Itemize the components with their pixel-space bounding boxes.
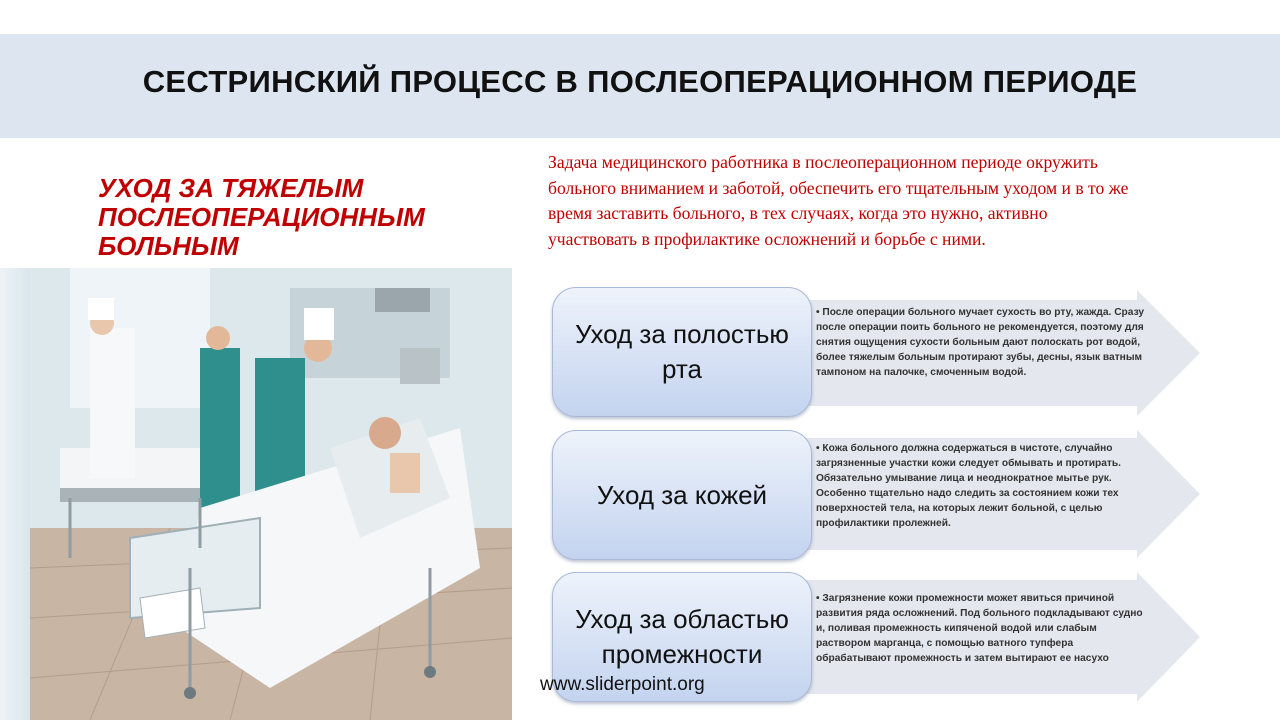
care-arrow-mouth	[800, 290, 1202, 416]
care-text-mouth: • После операции больного мучает сухость во рту, жажда. Сразу после операции поить больного не рекомендуется, поэтому для снятия ощущения сухости больным дают полоскать рот водой, более тяжелым больным протирают зубы, десны, язык ватным тампоном на палочке, смоченным водой.	[816, 307, 1145, 378]
care-box-mouth	[552, 287, 812, 417]
care-arrow-perineum	[800, 572, 1202, 702]
page-title: СЕСТРИНСКИЙ ПРОЦЕСС В ПОСЛЕОПЕРАЦИОННОМ ПЕРИОДЕ	[142, 64, 1138, 99]
care-label-skin: Уход за кожей	[596, 479, 768, 510]
care-arrow-skin	[800, 430, 1202, 558]
care-text-perineum: • Загрязнение кожи промежности может явиться причиной развития ряда осложнений. Под больного подкладывают судно и, поливая промежность кипяченой водой или слабым раствором марганца, с помощью ватного тупфера обрабатывают промежность и затем вытирают ее насухо	[816, 593, 1143, 664]
intro-paragraph: Задача медицинского работника в послеоперационном периоде окружить больного вниманием и заботой, обеспечить его тщательным уходом и в то же время заставить больного, в тех случаях, когда это нужно, активно участвовать в профилактике осложнений и борьбе с ними.	[548, 152, 1129, 249]
care-label-perineum: Уход за областью промежности	[575, 604, 789, 669]
care-label-mouth: Уход за полостью рта	[575, 319, 789, 384]
care-box-skin	[552, 430, 812, 560]
hospital-ward-photo	[30, 268, 512, 720]
section-subtitle: УХОД ЗА ТЯЖЕЛЫМ ПОСЛЕОПЕРАЦИОННЫМ БОЛЬНЫМ	[98, 173, 425, 261]
photo-edge	[0, 268, 30, 720]
care-text-skin: • Кожа больного должна содержаться в чистоте, случайно загрязненные участки кожи следует обмывать и протирать. Обязательно умывание лица и неоднократное мытье рук. Особенно тщательно надо следить за состоянием кожи тех поверхностей тела, на которых лежит больной, с целью профилактики пролежней.	[816, 443, 1122, 529]
footer-url: www.sliderpoint.org	[540, 674, 705, 695]
